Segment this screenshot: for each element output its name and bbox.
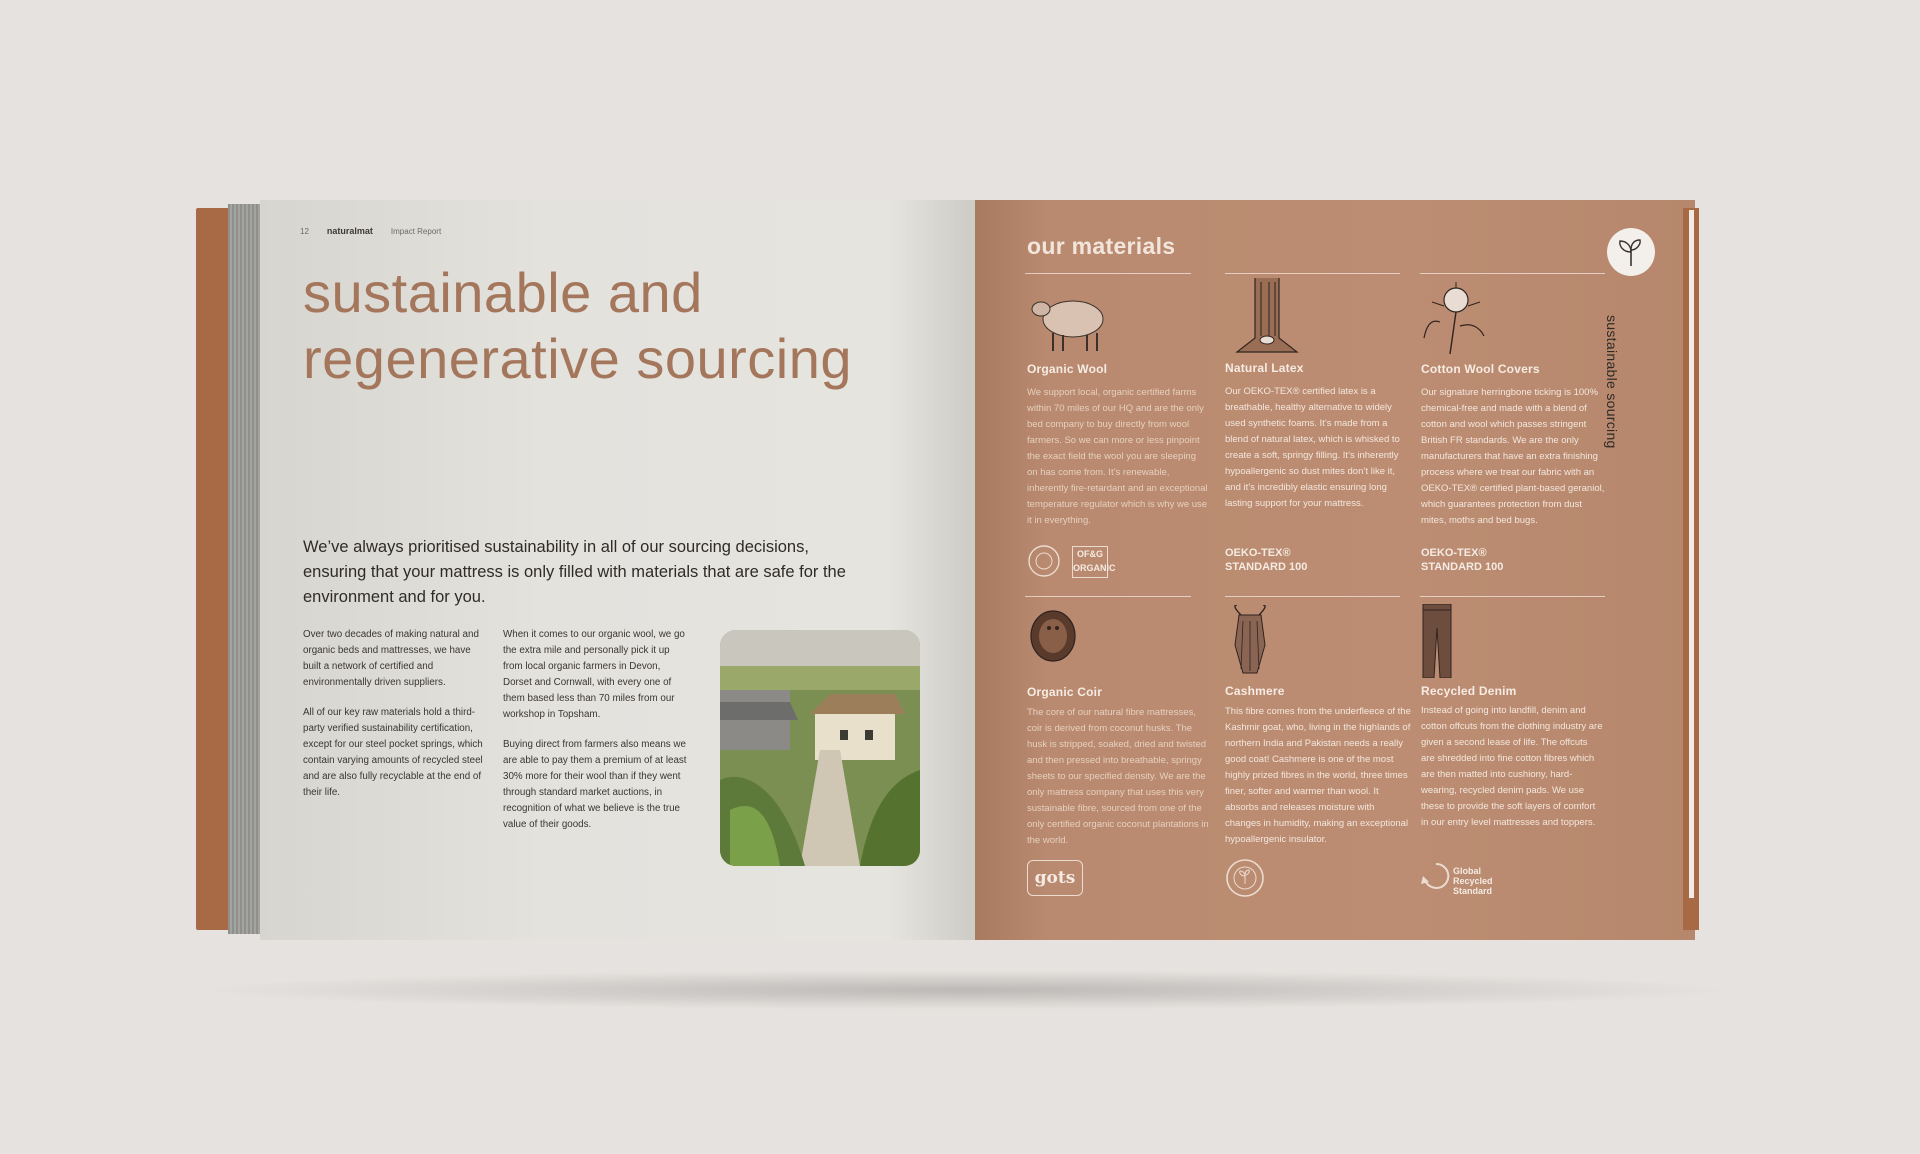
material-name: Organic Wool <box>1027 362 1108 376</box>
farm-photo <box>720 630 920 866</box>
divider <box>1420 596 1605 597</box>
body-column-2 <box>503 627 689 847</box>
oeko-tex-logo: OEKO-TEX® STANDARD 100 <box>1421 547 1504 573</box>
page-header <box>300 226 441 236</box>
material-description: Our OEKO-TEX® certified latex is a breathable, healthy alternative to widely used synthetic foams. It’s made from a blend of natural latex, which is whisked to create a soft, springy filling. It’s inherently hypoallergenic so dust mites don’t like it, and it’s incredibly elastic ensuring long lasting support for your mattress. <box>1225 386 1400 509</box>
material-name: Organic Coir <box>1027 685 1103 699</box>
goat-icon <box>1227 605 1273 675</box>
material-description: This fibre comes from the underfleece of the Kashmir goat, who, living in the highlands of northern India and Pakistan needs a really good coat! Cashmere is one of the most highly prized fibres in the world, three times finer, softer and warmer than wool. It absorbs and releases moisture with changes in humidity, making an exceptional hypoallergenic insulator. <box>1225 706 1411 845</box>
page-edge-strip <box>1689 210 1694 898</box>
material-description: We support local, organic certified farms within 70 miles of our HQ and are the only bed company to buy directly from wool farmers. So we can more or less pinpoint the exact field the wool you are sleeping on has come from. It’s renewable, inherently fire-retardant and an exceptional temperature regulator which is why we use it in everything. <box>1027 387 1208 526</box>
leaf-badge-icon <box>1607 228 1655 276</box>
global-recycled-standard-logo: Global Recycled Standard <box>1453 866 1493 896</box>
divider <box>1025 273 1191 274</box>
latex-tree-icon <box>1227 278 1307 354</box>
divider <box>1225 273 1400 274</box>
col2-paragraph-2: Buying direct from farmers also means we are able to pay them a premium of at least 30% more for their wool than if they went through standard market auctions, in recognition of what we believe is the true value of their goods. <box>503 739 687 830</box>
page-title <box>303 260 852 392</box>
brand-logo: naturalmat <box>326 226 373 236</box>
divider <box>1025 596 1191 597</box>
intro-paragraph: We’ve always prioritised sustainability in all of our sourcing decisions, ensuring that your mattress is only filled with materials that are safe for the environment and for you. <box>303 538 846 606</box>
material-name: Cotton Wool Covers <box>1421 362 1540 376</box>
book-shadow <box>190 970 1740 1010</box>
material-name: Natural Latex <box>1225 361 1304 375</box>
jeans-icon <box>1421 604 1453 678</box>
ofg-organic-logo: OF&G ORGANIC <box>1072 546 1108 578</box>
divider <box>1225 596 1400 597</box>
certification-seal-icon <box>1225 858 1265 898</box>
sustainable-sourcing-label: sustainable sourcing <box>1604 315 1620 449</box>
title-line-2: regenerative sourcing <box>303 327 853 390</box>
cotton-plant-icon <box>1420 282 1490 356</box>
material-description: Instead of going into landfill, denim and cotton offcuts from the clothing industry are given a second lease of life. The offcuts are shredded into fine cotton fibres which are then matted into cushiony, hard-wearing, recycled denim pads. We use these to provide the soft layers of comfort in our entry level mattresses and toppers. <box>1421 705 1603 828</box>
soil-association-logo-icon <box>1027 544 1061 578</box>
page-number: 12 <box>300 226 309 236</box>
materials-title: our materials <box>1027 233 1176 259</box>
body-column-1 <box>303 627 485 815</box>
report-name: Impact Report <box>390 226 442 236</box>
col1-paragraph-2: All of our key raw materials hold a third-party verified sustainability certification, except for our steel pocket springs, which contain varying amounts of recycled steel and are also fully recyclable at the end of their life. <box>303 707 483 798</box>
recycle-icon <box>1421 860 1451 896</box>
right-page <box>975 200 1695 940</box>
col2-paragraph-1: When it comes to our organic wool, we go the extra mile and personally pick it up from local organic farmers in Devon, Dorset and Cornwall, with every one of them based less than 70 miles from our workshop in Topsham. <box>503 629 685 720</box>
oeko-tex-logo: OEKO-TEX® STANDARD 100 <box>1225 547 1308 573</box>
divider <box>1420 273 1605 274</box>
material-description: Our signature herringbone ticking is 100% chemical-free and made with a blend of cotton and wool which passes stringent British FR standards. We are the only manufacturers that have an extra finishing process where we treat our fabric with an OEKO-TEX® certified plant-based geraniol, which guarantees protection from dust mites, moths and bed bugs. <box>1421 387 1605 526</box>
sheep-icon <box>1027 285 1117 355</box>
coconut-icon <box>1027 608 1079 664</box>
page-stack-edge <box>228 204 264 934</box>
material-name: Cashmere <box>1225 684 1285 698</box>
left-page <box>260 200 975 940</box>
material-name: Recycled Denim <box>1421 684 1517 698</box>
title-line-1: sustainable and <box>303 261 703 324</box>
gots-logo: gots <box>1027 860 1083 896</box>
col1-paragraph-1: Over two decades of making natural and organic beds and mattresses, we have built a network of certified and environmentally driven suppliers. <box>303 629 479 688</box>
material-description: The core of our natural fibre mattresses, coir is derived from coconut husks. The husk is stripped, soaked, dried and twisted and then pressed into breathable, springy sheets to our specified density. We are the only mattress company that uses this very sustainable fibre, sourced from one of the only certified organic coconut plantations in the world. <box>1027 707 1209 846</box>
